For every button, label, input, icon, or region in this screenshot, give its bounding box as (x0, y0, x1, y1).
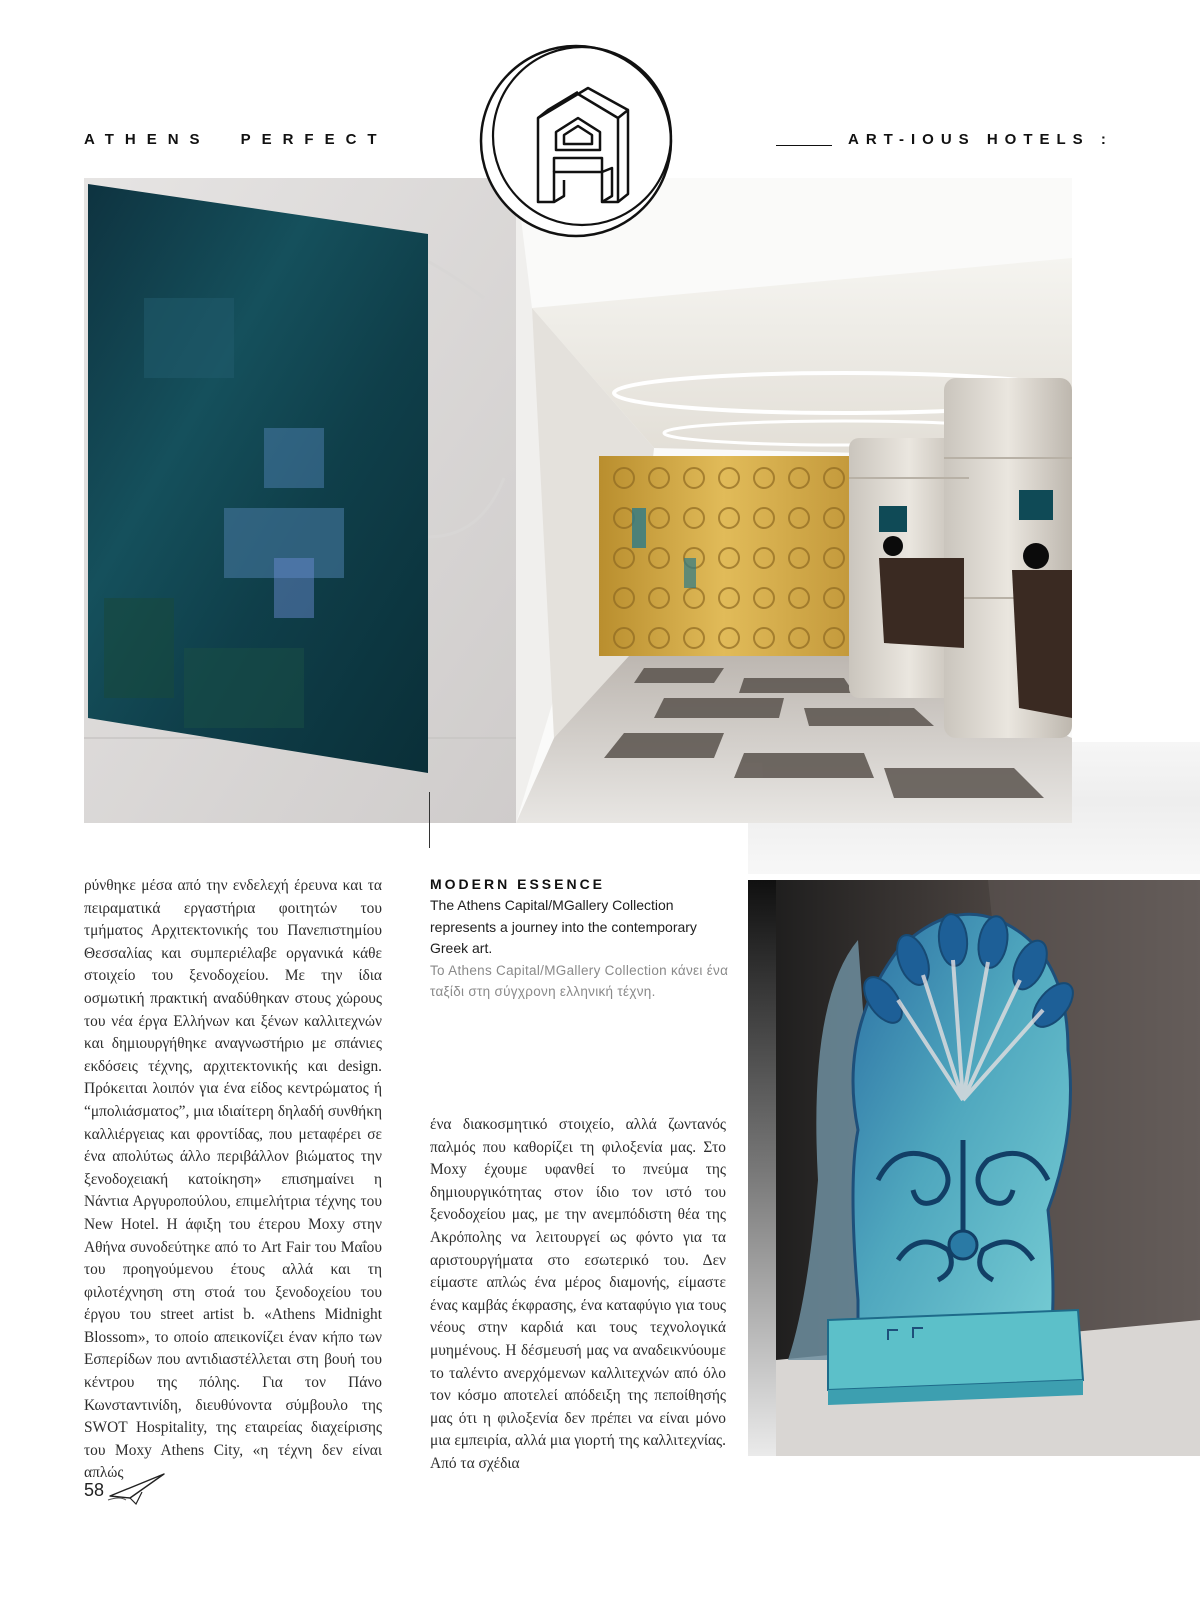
caption-english: The Athens Capital/MGallery Collection represents a journey into the contemporary Greek art. (430, 897, 697, 956)
blue-antefix-sculpture-photo (748, 880, 1200, 1456)
caption-greek: To Athens Capital/MGallery Collection κάνει ένα ταξίδι στη σύγχρονη ελληνική τέχνη. (430, 962, 729, 999)
article-column-middle: ένα διακοσμητικό στοιχείο, αλλά ζωντανός παλμός που καθορίζει τη φιλοξενία μας. Στο Moxy έχουμε υφανθεί το πνεύμα της δημιουργικότητας στον ίδιο τον ιστό του ξενοδοχείου μας, με την ανεμπόδιστη θέα της Ακρόπολης να λειτουργεί ως φόντο για τα αριστουργήματα στο εσωτερικό του. Δεν είμαστε απλώς ένα μέρος διαμονής, είμαστε ένας καμβάς έκφρασης, ένα καταφύγιο για τους νέους στην καρδιά και τους τεχνολογικά μυημένους. Η δέσμευσή μας να αναδεικνύουμε το ταλέντο ανερχόμενων καλλιτεχνών από όλο τον κόσμο αποτελεί απόδειξη της πεποίθησής μας ότι η φιλοξενία δεν πρέπει να είναι μόνο μια εμπειρία, αλλά μια γιορτή της καλλιτεχνίας. Από τα σχέδια (430, 1116, 726, 1472)
photo-caption (430, 876, 730, 1003)
section-word-1: ATHENS (84, 131, 211, 148)
section-header (84, 131, 388, 148)
topic-header: ART-IOUS HOTELS : (848, 131, 1113, 148)
section-word-2: PERFECT (240, 131, 388, 148)
header-rule (776, 145, 832, 146)
caption-title: MODERN ESSENCE (430, 876, 606, 892)
caption-pointer-line (429, 792, 430, 848)
paper-plane-icon (106, 1470, 168, 1506)
letter-a-emblem-icon (478, 40, 678, 240)
hotel-lobby-with-painting-photo (84, 178, 1072, 823)
article-column-left: ρύνθηκε μέσα από την ενδελεχή έρευνα και τα πειραματικά εργαστήρια φοιτητών του τμήματος Αρχιτεκτονικής του Πανεπιστημίου Θεσσαλίας και συμπεριέλαβε οργανικά κάθε στοιχείο του ξενοδοχείου. Με την ίδια οσμωτική πρακτική αναδύθηκαν στους χώρους του νέα έργα Ελλήνων και ξένων καλλιτεχνών και δημιουργήθηκε αναγνωστήριο με σπάνιες εκδόσεις τέχνης, αρχιτεκτονικής και design. Πρόκειται λοιπόν για ένα είδος κεντρώματος ή “μπολιάσματος”, μια ιδιαίτερη δηλαδή συνθήκη καλλιέργειας και φροντίδας, που μεταφέρει σε ένα απολύτως άλλο περιβάλλον βιώματος την ξενοδοχειακή κατοίκηση» επισημαίνει η Νάντια Αργυροπούλου, επιμελήτρια τέχνης του New Hotel. Η άφιξη του έτερου Moxy στην Αθήνα συνοδεύτηκε από το Art Fair του Μαΐου του προηγούμενου έτους αλλά και τη φιλοτέχνηση στη στοά του ξενοδοχείου του έργου του street artist b. «Athens Midnight Blossom», το οποίο απεικονίζει έναν κήπο των Εσπερίδων που αντιδιαστέλλεται στη βουή του κέντρου της πόλης. Για τον Πάνο Κωνσταντινίδη, διευθύνοντα σύμβουλο της SWOT Hospitality, της εταιρείας διαχείρισης του Moxy Athens City, «η τέχνη δεν είναι απλώς (84, 877, 382, 1482)
page-number: 58 (84, 1480, 105, 1500)
